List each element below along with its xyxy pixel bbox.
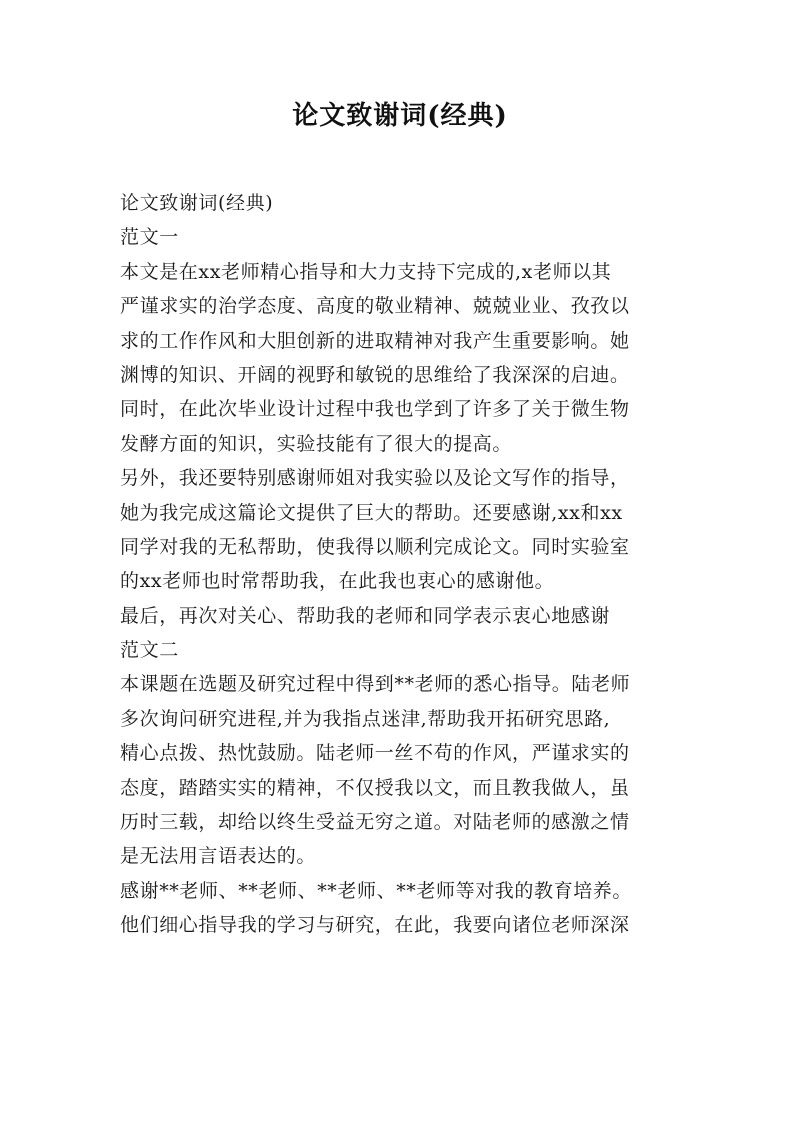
text-line: 态度，踏踏实实的精神，不仅授我以文，而且教我做人，虽 xyxy=(120,776,630,799)
text-line: 的xx老师也时常帮助我，在此我也衷心的感谢他。 xyxy=(120,570,555,593)
text-line: 严谨求实的治学态度、高度的敬业精神、兢兢业业、孜孜以 xyxy=(120,295,630,318)
text-line: 论文致谢词(经典) xyxy=(120,192,274,214)
document-body xyxy=(120,186,700,943)
page-title: 论文致谢词(经典) xyxy=(292,101,508,131)
text-line: 本课题在选题及研究过程中得到**老师的悉心指导。陆老师 xyxy=(120,673,631,696)
text-line: 渊博的知识、开阔的视野和敏锐的思维给了我深深的启迪。 xyxy=(120,363,630,386)
text-line: 精心点拨、热忱鼓励。陆老师一丝不苟的作风，严谨求实的 xyxy=(120,742,630,765)
text-line: 同时，在此次毕业设计过程中我也学到了许多了关于微生物 xyxy=(120,398,630,421)
text-line: 本文是在xx老师精心指导和大力支持下完成的,x老师以其 xyxy=(120,260,612,283)
text-line: 多次询问研究进程,并为我指点迷津,帮助我开拓研究思路, xyxy=(120,707,611,730)
text-line: 历时三载，却给以终生受益无穷之道。对陆老师的感激之情 xyxy=(120,811,630,834)
text-line: 范文一 xyxy=(120,226,179,249)
text-line: 求的工作作风和大胆创新的进取精神对我产生重要影响。她 xyxy=(120,329,630,352)
text-line: 她为我完成这篇论文提供了巨大的帮助。还要感谢,xx和xx xyxy=(120,501,623,524)
text-line: 最后，再次对关心、帮助我的老师和同学表示衷心地感谢 xyxy=(120,604,611,627)
text-line: 是无法用言语表达的。 xyxy=(120,845,317,868)
text-line: 范文二 xyxy=(120,639,179,662)
text-line: 同学对我的无私帮助，使我得以顺利完成论文。同时实验室 xyxy=(120,535,630,558)
text-line: 另外，我还要特别感谢师姐对我实验以及论文写作的指导， xyxy=(120,467,630,490)
text-line: 感谢**老师、**老师、**老师、**老师等对我的教育培养。 xyxy=(120,879,633,902)
text-line: 他们细心指导我的学习与研究，在此，我要向诸位老师深深 xyxy=(120,914,630,937)
text-line: 发酵方面的知识，实验技能有了很大的提高。 xyxy=(120,432,513,455)
